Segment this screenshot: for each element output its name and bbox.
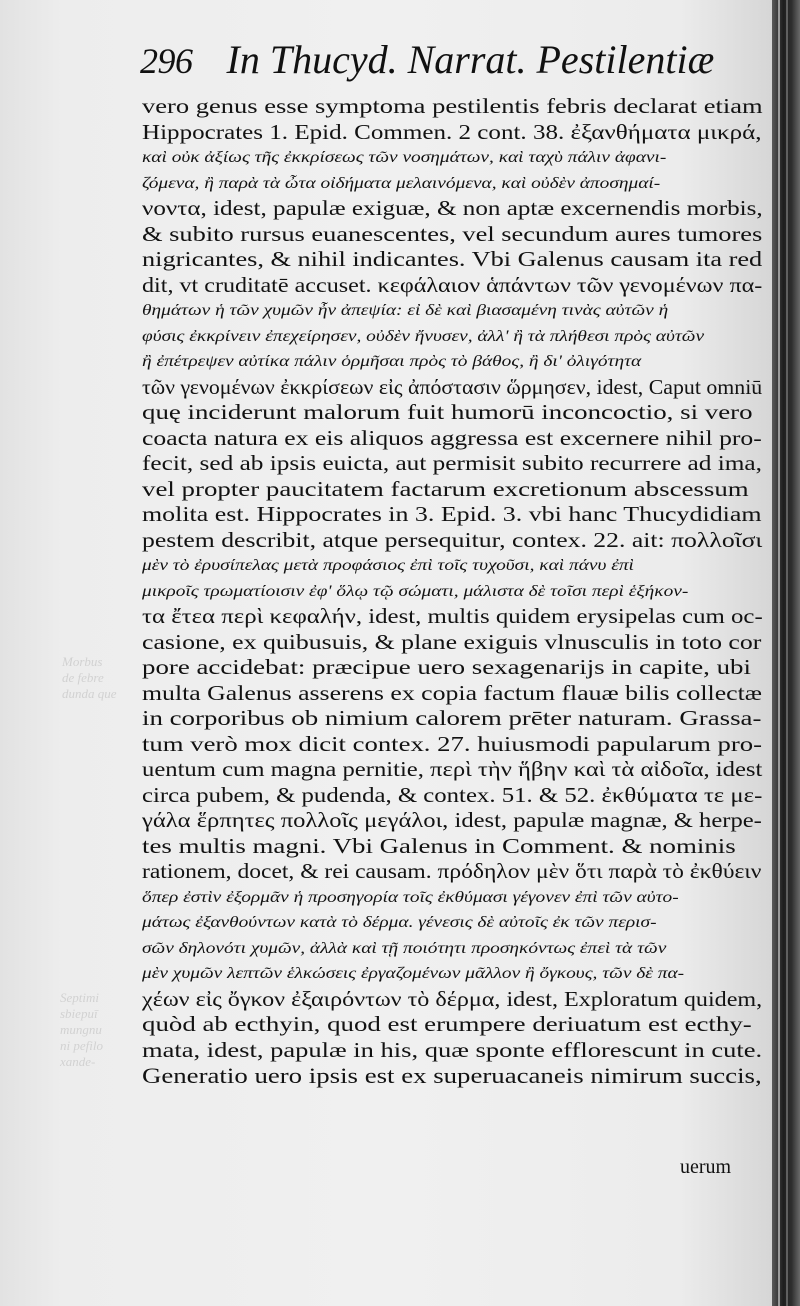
text-line: Generatio uero ipsis est ex superuacaneis nimirum succis, [142,1063,762,1088]
text-line: pore accidebat: præcipue uero sexagenarijs in capite, ubi [142,655,751,679]
bleed-through-line: ni pefilo [60,1038,103,1053]
bleed-through-line: xande- [60,1054,96,1069]
text-line: μὲν τὸ ἐρυσίπελας μετὰ προφάσιος ἐπὶ τοῖς τυχοῦσι, καὶ πάνυ ἐπὶ [142,557,634,574]
bleed-through-line: sbiepuī [60,1006,98,1021]
bleed-through-line: mungnu [60,1022,102,1037]
text-line: θημάτων ἡ τῶν χυμῶν ἦν ἀπεψία: εἰ δὲ καὶ βιασαμένη τινὰς αὐτῶν ἡ [142,302,669,319]
page-edge-stripe [786,0,788,1306]
text-line: νοντα, idest, papulæ exiguæ, & non aptæ excernendis morbis, [142,196,763,220]
text-line: dit, vt cruditatē accuset. κεφάλαιον ἁπάντων τῶν γενομένων πα- [142,272,763,297]
text-line: ἢ ἐπέτρεψεν αὐτίκα πάλιν ὁρμῆσαι πρὸς τὸ βάθος, ἢ δι' ὀλιγότητα [142,353,642,370]
page-edge-stripe [778,0,780,1306]
text-line: quòd ab ecthyin, quod est erumpere deriuatum est ecthy- [142,1012,752,1036]
text-line: vero genus esse symptoma pestilentis febris declarat etiam [142,94,763,118]
text-line: uentum cum magna pernitie, περὶ τὴν ἥβην καὶ τὰ αἰδοῖα, idest [142,757,763,781]
text-line: molita est. Hippocrates in 3. Epid. 3. vbi hanc Thucydidiam [142,502,762,526]
bleed-through-line: de febre [62,670,104,685]
text-line: multa Galenus asserens ex copia factum flauæ bilis collectæ [142,680,762,705]
text-line: fecit, sed ab ipsis euicta, aut permisit subito recurrere ad ima, [142,451,762,475]
text-line: tes multis magni. Vbi Galenus in Comment. & nominis [142,833,736,858]
bleed-through-margin-upper [62,654,117,702]
running-title: In Thucyd. Narrat. Pestilentiæ [226,37,715,82]
text-line: pestem describit, atque persequitur, contex. 22. ait: πολλοῖσι [142,527,763,552]
text-line: nigricantes, & nihil indicantes. Vbi Galenus causam ita red [142,247,763,271]
text-line: τα ἔτεα περὶ κεφαλήν, idest, multis quidem erysipelas cum oc- [142,604,763,628]
bleed-through-line: dunda que [62,686,117,701]
bleed-through-line: Septimi [60,990,99,1005]
text-line: circa pubem, & pudenda, & contex. 51. & 52. ἐκθύματα τε με- [142,782,763,807]
text-line: γάλα ἕρπητες πολλοῖς μεγάλοι, idest, papulæ magnæ, & herpe- [142,808,762,832]
text-line: tum verò mox dicit contex. 27. huiusmodi papularum pro- [142,731,763,756]
text-line: χέων εἰς ὄγκον ἐξαιρόντων τὸ δέρμα, idest, Exploratum quidem, [142,986,763,1011]
text-line: φύσις ἐκκρίνειν ἐπεχείρησεν, οὐδὲν ἤνυσεν, ἀλλ' ἢ τὰ πλήθεσι πρὸς αὐτῶν [142,327,705,345]
book-edge [772,0,800,1306]
text-line: casione, ex quibusuis, & plane exiguis vlnusculis in toto cor [142,629,762,654]
text-line: mata, idest, papulæ in his, quæ sponte efflorescunt in cute. [142,1037,763,1062]
main-text [142,94,762,1089]
bleed-through-margin-lower [60,990,103,1070]
text-line: σῶν δηλονότι χυμῶν, ἀλλὰ καὶ τῇ ποιότητι προσηκόντως ἐπεὶ τὰ τῶν [142,939,667,957]
text-line: vel propter paucitatem factarum excretionum abscessum [142,476,749,501]
text-line: Hippocrates 1. Epid. Commen. 2 cont. 38. ἐξανθήματα μικρά, [142,119,762,144]
catchword: uerum [680,1156,732,1178]
bleed-through-line: Morbus [62,654,103,669]
text-line: μάτως ἐξανθούντων κατὰ τὸ δέρμα. γένεσις δὲ αὐτοῖς ἐκ τῶν περισ- [142,914,657,931]
text-line: coacta natura ex eis aliquos aggressa est excernere nihil pro- [142,425,762,450]
text-line: τῶν γενομένων ἐκκρίσεων εἰς ἀπόστασιν ὥρμησεν, idest, Caput omniū [142,374,763,399]
text-line: rationem, docet, & rei causam. πρόδηλον μὲν ὅτι παρὰ τὸ ἐκθύειν [142,859,762,883]
text-line: μὲν χυμῶν λεπτῶν ἑλκώσεις ἐργαζομένων μᾶλλον ἢ ὄγκους, τῶν δὲ πα- [142,965,685,982]
text-line: ζόμενα, ἢ παρὰ τὰ ὦτα οἰδήματα μελαινόμενα, καὶ οὐδὲν ἀποσημαί- [142,174,661,192]
text-line: ὅπερ ἐστὶν ἐξορμᾶν ἡ προσηγορία τοῖς ἐκθύμασι γέγονεν ἐπὶ τῶν αὐτο- [142,888,679,906]
text-line: καὶ οὐκ ἀξίως τῆς ἐκκρίσεως τῶν νοσημάτων, καὶ ταχὺ πάλιν ἀφανι- [142,149,667,166]
text-line: quę inciderunt malorum fuit humorū inconcoctio, si vero [142,400,753,424]
text-line: in corporibus ob nimium calorem prēter naturam. Grassa- [142,706,762,730]
page-number: 296 [140,41,193,81]
page-header [140,36,715,83]
text-line: & subito rursus euanescentes, vel secundum aures tumores [142,221,763,246]
text-line: μικροῖς τρωματίοισιν ἐφ' ὅλῳ τῷ σώματι, μάλιστα δὲ τοῖσι περὶ ἑξήκον- [142,582,689,600]
